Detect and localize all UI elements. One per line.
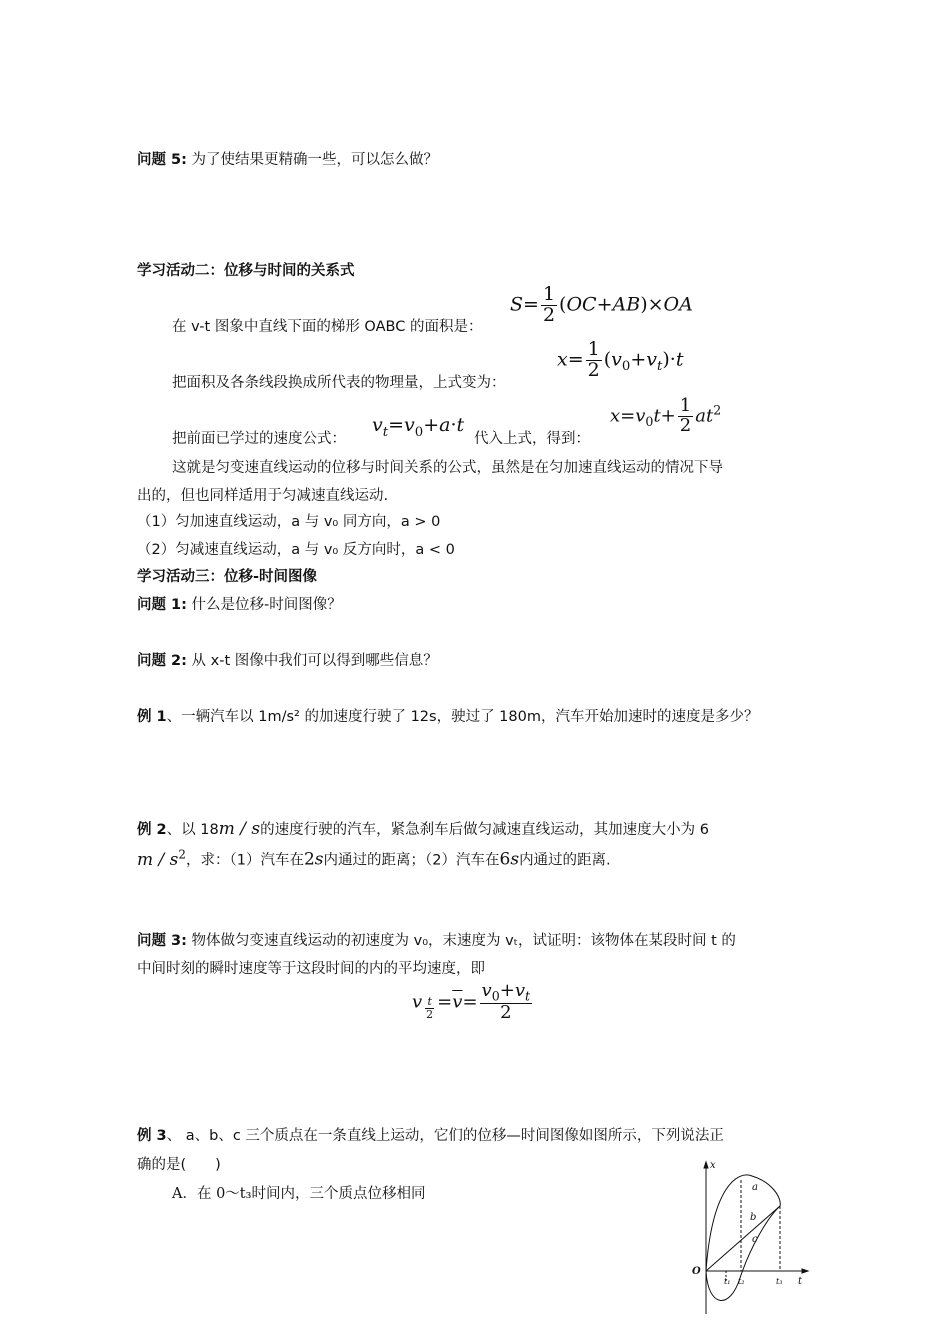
example-2-text-1: 、以 18 <box>166 822 219 838</box>
activity-3-question-1-label: 问题 1: <box>137 597 187 613</box>
example-3-text-1: 、 a、b、c 三个质点在一条直线上运动，它们的位移—时间图像如图所示，下列说法正 <box>166 1128 724 1144</box>
velocity-formula: $v_t=v_0+a\cdot t$ <box>372 414 465 440</box>
activity-3-question-1 <box>137 593 342 614</box>
activity-3-question-2 <box>137 649 438 670</box>
question-5-text: 为了使结果更精确一些，可以怎么做？ <box>191 152 439 168</box>
example-2-label: 例 2 <box>137 822 167 838</box>
displacement-time-formula: $x=v_0t+$ $\frac{1}{2}$ $at^2$ <box>610 395 722 436</box>
example-2-line-1 <box>137 818 709 839</box>
example-3-line-2: 确的是( ) <box>137 1157 221 1173</box>
activity-3-question-1-text: 什么是位移-时间图像？ <box>191 597 342 613</box>
activity-2-heading: 学习活动二：位移与时间的关系式 <box>137 263 355 279</box>
tick-t2: t₂ <box>738 1277 745 1286</box>
x-axis-arrow <box>704 1162 708 1168</box>
line-b <box>706 1206 780 1271</box>
example-1-label: 例 1 <box>137 709 167 725</box>
curve-b-label: b <box>750 1212 757 1223</box>
time-2s: 2s <box>303 849 324 870</box>
time-6s: 6s <box>499 849 520 870</box>
question-5-label: 问题 5: <box>137 152 187 168</box>
curve-c <box>706 1206 783 1300</box>
activity-3-question-2-text: 从 x-t 图像中我们可以得到哪些信息？ <box>191 653 438 669</box>
example-2-text-4: 内通过的距离；（2）汽车在 <box>323 852 500 869</box>
activity-2-case-2: （2）匀减速直线运动，a 与 v₀ 反方向时，a < 0 <box>137 542 455 558</box>
example-2-text-3: ，求：（1）汽车在 <box>185 852 304 869</box>
t-axis-arrow <box>802 1269 808 1273</box>
activity-3-heading: 学习活动三：位移-时间图像 <box>137 569 318 585</box>
activity-2-line-1: 在 v-t 图象中直线下面的梯形 OABC 的面积是： <box>172 319 483 335</box>
example-1 <box>137 705 758 726</box>
curve-a <box>706 1175 780 1271</box>
question-3-line-1 <box>137 929 736 950</box>
unit-m-per-s2: m / $s^2$ <box>137 847 186 870</box>
tick-t1: t₁ <box>724 1277 731 1286</box>
unit-m-per-s: m / s <box>218 819 261 839</box>
graph-x-label: t <box>798 1276 803 1287</box>
activity-2-para-1: 这就是匀变速直线运动的位移与时间关系的公式，虽然是在匀加速直线运动的情况下导 <box>172 460 723 476</box>
example-3-option-a: A．在 0～t₃时间内，三个质点位移相同 <box>172 1186 426 1202</box>
tick-t3: t₃ <box>776 1277 783 1286</box>
curve-c-label: c <box>752 1234 758 1245</box>
displacement-average-formula: x= $\frac{1}{2}$ $(v_0+v_t)\cdot t$ <box>557 338 684 381</box>
activity-2-line-2: 把面积及各条线段换成所代表的物理量，上式变为： <box>172 375 506 391</box>
example-2-text-5: 内通过的距离. <box>519 852 611 869</box>
mid-time-velocity-formula: v $_{\frac{t}{2}}$ $=\overline{v}=$ $\frac{v_0+v_t}{2}$ <box>412 980 531 1023</box>
graph-y-label: x <box>710 1160 716 1171</box>
question-3-label: 问题 3: <box>137 933 187 949</box>
activity-2-para-2: 出的，但也同样适用于匀减速直线运动. <box>137 488 389 504</box>
graph-origin-label: O <box>692 1266 701 1277</box>
trapezoid-area-formula: S= $\frac{1}{2}$ (OC+AB)×OA <box>510 283 693 326</box>
example-3-label: 例 3 <box>137 1128 167 1144</box>
example-1-text: 、一辆汽车以 1m/s² 的加速度行驶了 12s，驶过了 180m，汽车开始加速时的速度是多少？ <box>166 709 759 725</box>
question-5 <box>137 148 438 169</box>
example-2-line-2 <box>137 847 611 870</box>
activity-3-question-2-label: 问题 2: <box>137 653 187 669</box>
example-2-text-2: 的速度行驶的汽车，紧急刹车后做匀减速直线运动，其加速度大小为 6 <box>260 822 709 838</box>
activity-2-case-1: （1）匀加速直线运动，a 与 v₀ 同方向，a > 0 <box>137 514 441 530</box>
example-3-line-1 <box>137 1124 724 1145</box>
curve-a-label: a <box>752 1182 758 1193</box>
activity-2-line-3a: 把前面已学过的速度公式： <box>172 431 346 447</box>
question-3-text-1: 物体做匀变速直线运动的初速度为 v₀，末速度为 vₜ，试证明：该物体在某段时间 t 的 <box>191 933 736 949</box>
position-time-graph <box>682 1158 812 1318</box>
question-3-line-2: 中间时刻的瞬时速度等于这段时间的内的平均速度，即 <box>137 961 485 977</box>
activity-2-line-3b: 代入上式，得到： <box>474 431 590 447</box>
